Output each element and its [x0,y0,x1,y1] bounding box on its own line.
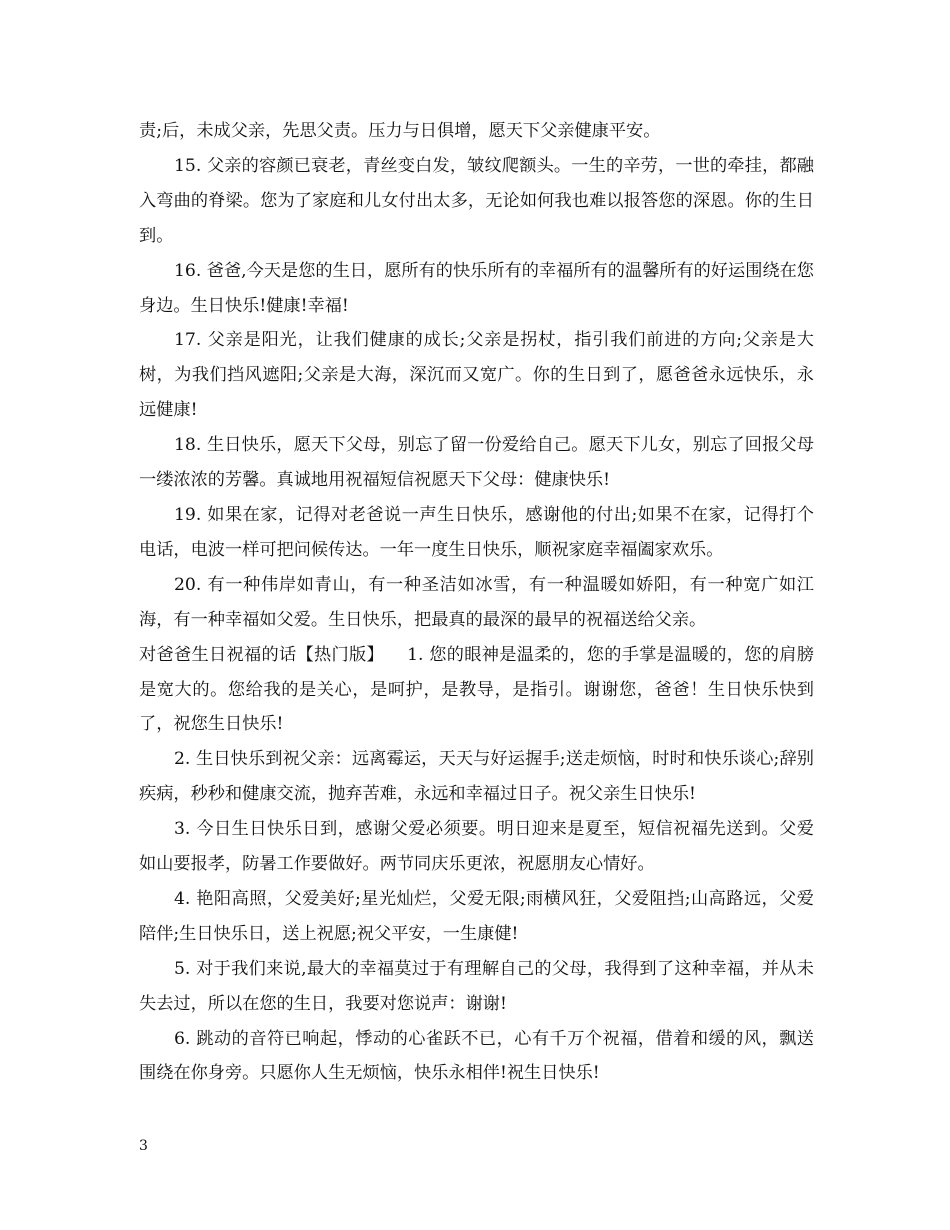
section-heading-paragraph: 对爸爸生日祝福的话【热门版】 1. 您的眼神是温柔的，您的手掌是温暖的，您的肩膀是宽大的。您给我的是关心，是呵护，是教导，是指引。谢谢您，爸爸！生日快乐快到了，祝您生日快乐! [139,644,814,735]
paragraph-item-20: 20. 有一种伟岸如青山，有一种圣洁如冰雪，有一种温暖如娇阳，有一种宽广如江海，有一种幸福如父爱。生日快乐，把最真的最深的最早的祝福送给父亲。 [139,574,814,630]
paragraph-item-16: 16. 爸爸,今天是您的生日，愿所有的快乐所有的幸福所有的温馨所有的好运围绕在您身边。生日快乐!健康!幸福! [139,260,814,316]
paragraph-item-4: 4. 艳阳高照，父爱美好;星光灿烂，父爱无限;雨横风狂，父爱阻挡;山高路远，父爱陪伴;生日快乐日，送上祝愿;祝父平安，一生康健! [139,888,814,944]
paragraph-item-17: 17. 父亲是阳光，让我们健康的成长;父亲是拐杖，指引我们前进的方向;父亲是大树，为我们挡风遮阳;父亲是大海，深沉而又宽广。你的生日到了，愿爸爸永远快乐，永远健康! [139,330,814,421]
page-number: 3 [139,1138,148,1154]
paragraph-item-5: 5. 对于我们来说,最大的幸福莫过于有理解自己的父母，我得到了这种幸福，并从未失去过，所以在您的生日，我要对您说声：谢谢! [139,958,814,1014]
paragraph-continued: 责;后，未成父亲，先思父责。压力与日俱增，愿天下父亲健康平安。 [139,121,661,141]
paragraph-item-6: 6. 跳动的音符已响起，悸动的心雀跃不已，心有千万个祝福，借着和缓的风，飘送围绕在你身旁。只愿你人生无烦恼，快乐永相伴!祝生日快乐! [139,1028,814,1084]
body-text [139,114,814,1091]
paragraph-item-15: 15. 父亲的容颜已衰老，青丝变白发，皱纹爬额头。一生的辛劳，一世的牵挂，都融入弯曲的脊梁。您为了家庭和儿女付出太多，无论如何我也难以报答您的深恩。你的生日到。 [139,155,814,246]
paragraph-item-2: 2. 生日快乐到祝父亲：远离霉运，天天与好运握手;送走烦恼，时时和快乐谈心;辞别疾病，秒秒和健康交流，抛弃苦难，永远和幸福过日子。祝父亲生日快乐! [139,749,814,805]
paragraph-item-3: 3. 今日生日快乐日到，感谢父爱必须要。明日迎来是夏至，短信祝福先送到。父爱如山要报孝，防暑工作要做好。两节同庆乐更浓，祝愿朋友心情好。 [139,819,814,875]
paragraph-item-19: 19. 如果在家，记得对老爸说一声生日快乐，感谢他的付出;如果不在家，记得打个电话，电波一样可把问候传达。一年一度生日快乐，顺祝家庭幸福阖家欢乐。 [139,504,814,560]
paragraph-item-18: 18. 生日快乐，愿天下父母，别忘了留一份爱给自己。愿天下儿女，别忘了回报父母一缕浓浓的芳馨。真诚地用祝福短信祝愿天下父母：健康快乐! [139,435,814,491]
